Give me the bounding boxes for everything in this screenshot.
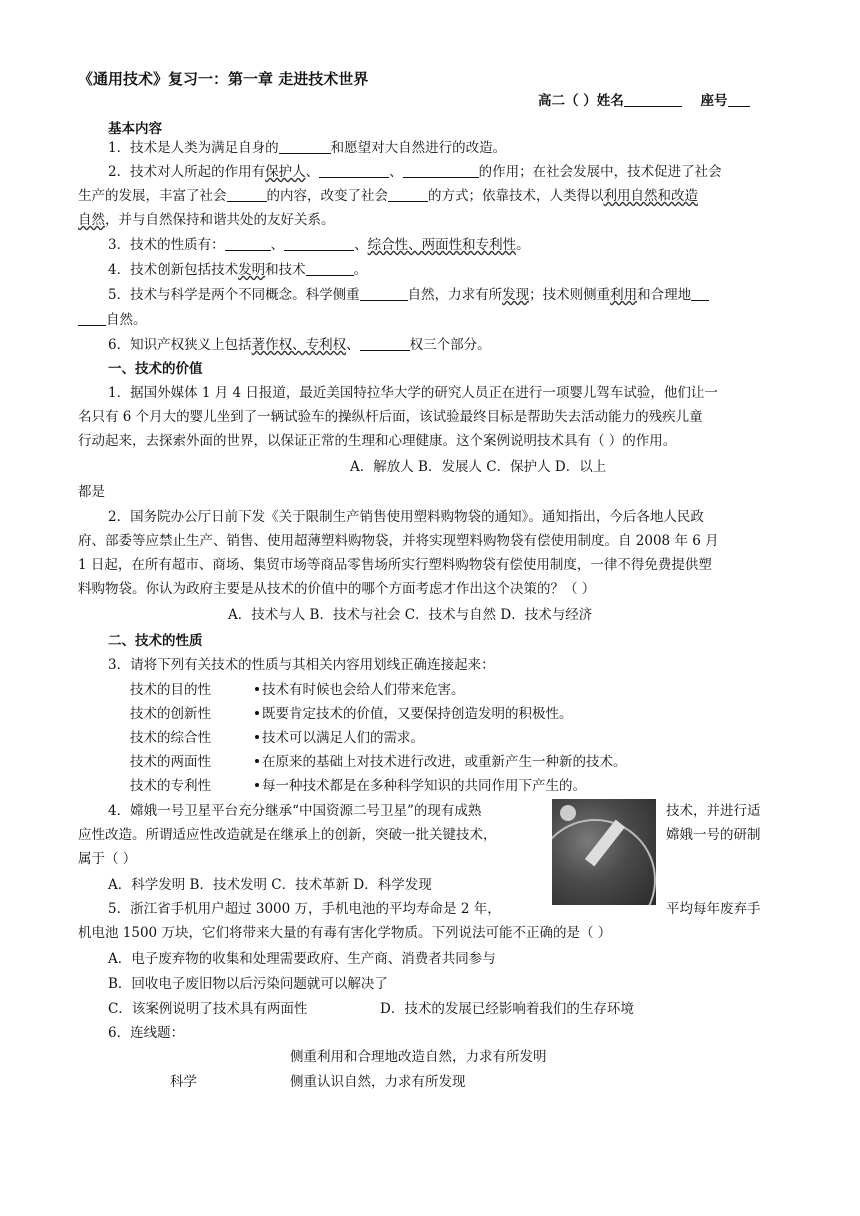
sec1-p2-line3: 1 日起，在所有超市、商场、集贸市场等商品零售场所实行塑料购物袋有偿使用制度，一律不得免费提供塑: [78, 557, 712, 573]
sec2-q4-line2a: 应性改造。所谓适应性改造就是在继承上的创新，突破一批关键技术，: [78, 827, 497, 843]
q2-text: 2．技术对人所起的作用有: [108, 164, 266, 180]
sec2-q5-line2: 机电池 1500 万块，它们将带来大量的有毒有害化学物质。下列说法可能不正确的是（ ）: [78, 925, 612, 941]
q4-end: 。: [353, 262, 368, 278]
basic-q5-line2: [78, 311, 147, 329]
q5-blank-2a[interactable]: [691, 286, 709, 301]
basic-q2-line2: [78, 187, 698, 205]
q5-text-c: ；技术则侧重: [529, 287, 611, 303]
match-right-2-text: 既要肯定技术的价值，又要保持创造发明的积极性。: [262, 706, 573, 722]
sec1-p2-line2: 府、部委等应禁止生产、销售、使用超薄塑料购物袋，并将实现塑料购物袋有偿使用制度。自 2008 年 6 月: [78, 533, 719, 549]
satellite-photo: [552, 799, 656, 905]
q5-text-d: 和合理地: [637, 287, 692, 303]
q6-right-1: 侧重利用和合理地改造自然，力求有所发明: [290, 1049, 547, 1065]
q5-text: 5．技术与科学是两个不同概念。科学侧重: [108, 287, 360, 303]
basic-q6: [108, 336, 491, 354]
sec1-p1-options: A．解放人 B．发展人 C．保护人 D．以上: [350, 459, 607, 475]
q3-rest: 综合性、两面性和专利性: [367, 237, 517, 253]
basic-q3: 3．技术的性质有： 、 、综合性、两面性和专利性。: [108, 237, 530, 253]
q1-blank[interactable]: [279, 139, 331, 154]
basic-q2-line3: [78, 211, 335, 229]
sec1-p1-line2: 名只有 6 个月大的婴儿坐到了一辆试验车的操纵杆后面，该试验最终目标是帮助失去活动能力的残疾儿童: [78, 409, 703, 425]
match-right-2: [255, 705, 573, 723]
q6-text: 6．知识产权狭义上包括: [108, 337, 252, 353]
q2-blank-2[interactable]: [403, 163, 479, 178]
basic-q5-line1: [108, 286, 709, 304]
sec2-q4-line1b: 技术，并进行适: [666, 803, 761, 819]
q6-end: 权三个部分。: [409, 337, 491, 353]
q1-text: 1．技术是人类为满足自身的: [108, 140, 279, 156]
section1-heading: 一、技术的价值: [108, 361, 203, 377]
q3-blank-2[interactable]: [284, 236, 354, 251]
q2-text-f: ，并与自然保持和谐共处的友好关系。: [105, 212, 335, 228]
q2-nature: 自然: [78, 212, 105, 228]
student-info: [538, 92, 750, 110]
match-right-1: [255, 681, 465, 699]
basic-heading: 基本内容: [108, 121, 162, 137]
sec2-q5-option-c: C．该案例说明了技术具有两面性: [108, 1001, 308, 1017]
q4-text-b: 和技术: [265, 262, 306, 278]
sec2-q5-line1b: 平均每年废弃手: [666, 901, 761, 917]
sec1-p2-options: A．技术与人 B．技术与社会 C．技术与自然 D．技术与经济: [228, 607, 593, 623]
sec2-q6: 6．连线题：: [108, 1025, 185, 1041]
sec2-q4-options: A．科学发明 B．技术发明 C．技术革新 D．科学发现: [108, 877, 432, 893]
sec1-p2-line4: 料购物袋。你认为政府主要是从技术的价值中的哪个方面考虑才作出这个决策的？（ ）: [78, 581, 596, 597]
q6-left-science: 科学: [170, 1074, 197, 1090]
match-right-5-text: 每一种技术都是在多种科学知识的共同作用下产生的。: [262, 778, 586, 794]
match-left-1: 技术的目的性: [130, 682, 211, 698]
sec2-q5-option-b: B．回收电子废旧物以后污染问题就可以解决了: [108, 976, 388, 992]
match-right-3-text: 技术可以满足人们的需求。: [262, 730, 424, 746]
q2-protect: 保护人: [265, 164, 306, 180]
sec2-q5-line1a: 5．浙江省手机用户超过 3000 万，手机电池的平均寿命是 2 年，: [108, 901, 501, 917]
q3-text: 3．技术的性质有：: [108, 237, 225, 253]
sec2-q4-line3: 属于（ ）: [78, 851, 137, 867]
match-left-4: 技术的两面性: [130, 754, 211, 770]
q4-blank[interactable]: [306, 261, 354, 276]
class-name-label: 高二（ ）姓名: [538, 93, 624, 109]
moon-orbit: [552, 819, 656, 905]
seat-blank[interactable]: [728, 92, 750, 107]
basic-q1: [108, 139, 506, 157]
seat-label: 座号: [700, 93, 728, 109]
q6-rights: 著作权、专利权: [251, 337, 347, 353]
section2-heading: 二、技术的性质: [108, 633, 203, 649]
basic-q4: [108, 261, 367, 279]
q4-invent: 发明: [238, 262, 266, 278]
sec2-q5-option-a: A．电子废弃物的收集和处理需要政府、生产商、消费者共同参与: [108, 951, 496, 967]
q5-text-b: 自然，力求有所: [407, 287, 503, 303]
q4-text: 4．技术创新包括技术: [108, 262, 239, 278]
match-right-4-text: 在原来的基础上对技术进行改进，或重新产生一种新的技术。: [262, 754, 627, 770]
q2-blank-3[interactable]: [227, 187, 267, 202]
q2-text-c: 生产的发展，丰富了社会: [78, 188, 227, 204]
sec1-p1-line5: 都是: [78, 484, 105, 500]
q5-discover: 发现: [502, 287, 530, 303]
logo-mark: [560, 805, 576, 821]
sec2-q4-line2b: 嫦娥一号的研制: [666, 827, 761, 843]
match-left-2: 技术的创新性: [130, 706, 211, 722]
basic-q2-line1: 2．技术对人所起的作用有保护人、 、 的作用；在社会发展中，技术促进了社会: [108, 164, 722, 180]
q2-text-b: 的作用；在社会发展中，技术促进了社会: [478, 164, 722, 180]
q5-blank-1[interactable]: [360, 286, 408, 301]
match-right-4: [255, 753, 627, 771]
q6-blank[interactable]: [360, 336, 410, 351]
match-right-5: [255, 777, 586, 795]
name-blank[interactable]: [624, 92, 682, 107]
q5-use: 利用: [610, 287, 638, 303]
sec1-p1-line3: 行动起来，去探索外面的世界，以保证正常的生理和心理健康。这个案例说明技术具有（ ）的作用。: [78, 433, 677, 449]
sec2-q5-option-d: D．技术的发展已经影响着我们的生存环境: [380, 1001, 634, 1017]
q6-sep: 、: [346, 337, 360, 353]
match-right-3: [255, 729, 424, 747]
worksheet-title: 《通用技术》复习一：第一章 走进技术世界: [78, 70, 369, 88]
q2-text-d: 的内容，改变了社会: [266, 188, 388, 204]
q3-blank-1[interactable]: [225, 236, 271, 251]
match-left-3: 技术的综合性: [130, 730, 211, 746]
q3-end: 。: [516, 237, 530, 253]
sec1-p2-line1: 2．国务院办公厅日前下发《关于限制生产销售使用塑料购物袋的通知》。通知指出，今后各地人民政: [108, 509, 704, 525]
q2-text-e: 的方式；依靠技术，人类得以: [428, 188, 604, 204]
sec2-q4-line1a: 4．嫦娥一号卫星平台充分继承“中国资源二号卫星”的现有成熟: [108, 803, 482, 819]
sec2-q3: 3．请将下列有关技术的性质与其相关内容用划线正确连接起来：: [108, 657, 495, 673]
q2-use: 利用自然和改造: [603, 188, 698, 204]
match-left-5: 技术的专利性: [130, 778, 211, 794]
match-right-1-text: 技术有时候也会给人们带来危害。: [262, 682, 465, 698]
q5-text-e: 自然。: [106, 312, 147, 328]
q2-blank-4[interactable]: [388, 187, 428, 202]
q6-right-2: 侧重认识自然，力求有所发现: [290, 1074, 466, 1090]
q2-blank-1[interactable]: [319, 163, 389, 178]
q5-blank-2b[interactable]: [78, 311, 106, 326]
sec1-p1-line1: 1．据国外媒体 1 月 4 日报道，最近美国特拉华大学的研究人员正在进行一项婴儿驾车试验，他们让一: [108, 385, 718, 401]
q1-text-end: 和愿望对大自然进行的改造。: [330, 140, 507, 156]
